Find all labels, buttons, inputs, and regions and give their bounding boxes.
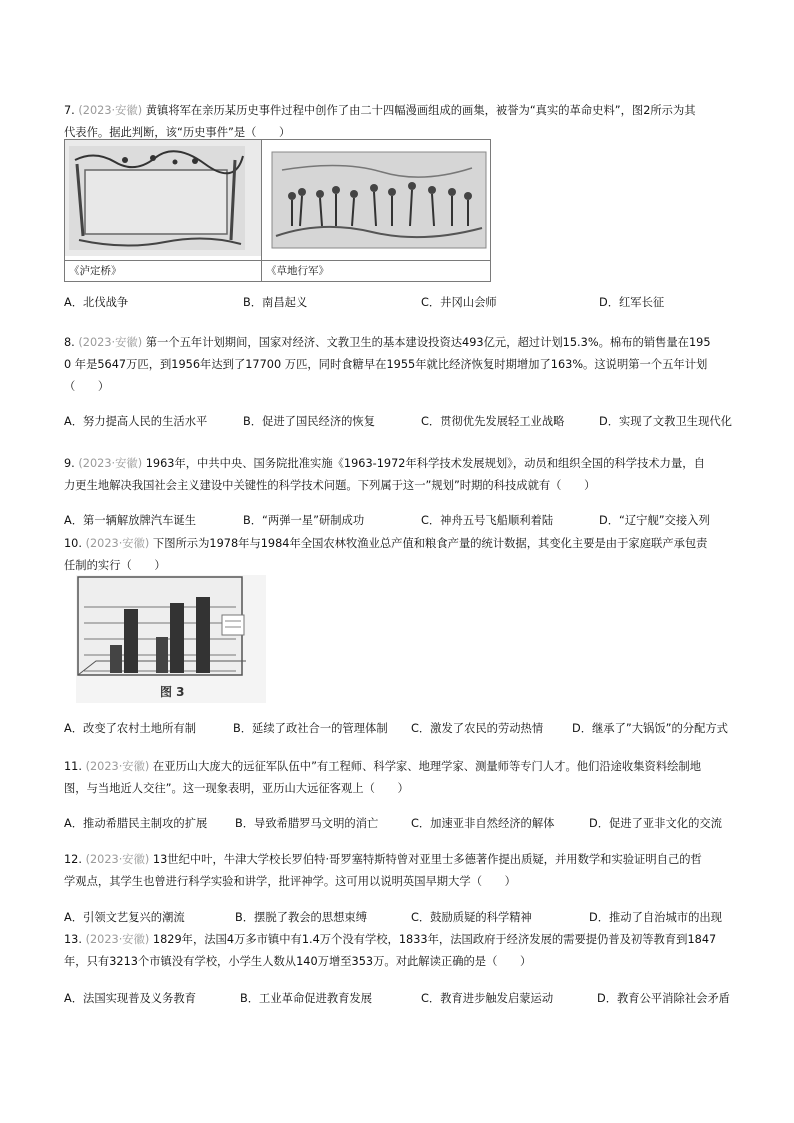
question-source: (2023·安徽)	[85, 537, 150, 550]
option-a[interactable]: A．引领文艺复兴的潮流	[64, 911, 185, 924]
question-source: (2023·安徽)	[85, 933, 150, 946]
question-9	[64, 453, 744, 497]
figure-caption: 图 3	[160, 685, 185, 699]
option-b[interactable]: B．南昌起义	[243, 296, 308, 309]
question-13	[64, 929, 744, 973]
question-7	[64, 100, 744, 144]
question-text-line: 代表作。据此判断，该“历史事件”是（ ）	[64, 126, 291, 139]
options-q13	[64, 990, 764, 1010]
option-c[interactable]: C．激发了农民的劳动热情	[411, 722, 544, 735]
question-number: 7.	[64, 104, 75, 117]
question-source: (2023·安徽)	[78, 104, 143, 117]
option-b[interactable]: B．“两弹一星”研制成功	[243, 514, 365, 527]
option-d[interactable]: D．推动了自治城市的出现	[589, 911, 722, 924]
luding-bridge-painting-cell	[65, 140, 262, 261]
painting-caption: 《泸定桥》	[65, 261, 262, 282]
options-q10	[64, 720, 764, 740]
option-c[interactable]: C．神舟五号飞船顺利着陆	[421, 514, 554, 527]
question-text-line: 第一个五年计划期间，国家对经济、文教卫生的基本建设投资达493亿元，超过计划15.3%。棉布的销售量在195	[145, 336, 711, 349]
options-q7	[64, 294, 764, 314]
option-c[interactable]: C．鼓励质疑的科学精神	[411, 911, 532, 924]
question-number: 9.	[64, 457, 75, 470]
question-text-line: 13世纪中叶，牛津大学校长罗伯特·哥罗塞特斯特曾对亚里士多德著作提出质疑，并用数学和实验证明自己的哲	[152, 853, 702, 866]
question-number: 10.	[64, 537, 82, 550]
question-text-line: 0 年是5647万匹，到1956年达到了17700 万匹，同时食糖早在1955年就比经济恢复时期增加了163%。这说明第一个五年计划	[64, 358, 708, 371]
option-b[interactable]: B．促进了国民经济的恢复	[243, 415, 376, 428]
question-8	[64, 332, 744, 398]
question-text-line: 1963年，中共中央、国务院批准实施《1963-1972年科学技术发展规划》，动员和组织全国的科学技术力量，自	[145, 457, 705, 470]
question-text-line: （ ）	[64, 380, 110, 393]
question-11	[64, 756, 744, 800]
question-text-line: 任制的实行（ ）	[64, 559, 166, 572]
statistics-figure	[76, 575, 266, 703]
option-a[interactable]: A．推动希腊民主制攻的扩展	[64, 817, 208, 830]
grassland-march-painting	[262, 140, 490, 256]
question-text-line: 在亚历山大庞大的远征军队伍中”有工程师、科学家、地理学家、测量师等专门人才。他们沿途收集资料绘制地	[152, 760, 702, 773]
luding-bridge-painting	[65, 140, 261, 256]
question-number: 12.	[64, 853, 82, 866]
painting-table	[64, 139, 491, 282]
options-q12	[64, 909, 764, 929]
option-a[interactable]: A．北伐战争	[64, 296, 129, 309]
question-source: (2023·安徽)	[85, 760, 150, 773]
grassland-march-painting-cell	[262, 140, 491, 261]
option-d[interactable]: D．“辽宁舰”交接入列	[599, 514, 710, 527]
question-12	[64, 849, 744, 893]
options-q11	[64, 815, 764, 835]
question-text-line: 年，只有3213个市镇没有学校，小学生人数从140万增至353万。对此解读正确的是（ ）	[64, 955, 532, 968]
option-d[interactable]: D．继承了”大锅饭”的分配方式	[572, 722, 728, 735]
option-a[interactable]: A．第一辆解放牌汽车诞生	[64, 514, 196, 527]
option-c[interactable]: C．加速亚非自然经济的解体	[411, 817, 555, 830]
question-number: 8.	[64, 336, 75, 349]
question-source: (2023·安徽)	[78, 457, 143, 470]
option-b[interactable]: B．导致希腊罗马文明的消亡	[235, 817, 379, 830]
option-a[interactable]: A．努力提高人民的生活水平	[64, 415, 208, 428]
option-a[interactable]: A．改变了农村土地所有制	[64, 722, 196, 735]
question-text-line: 图，与当地近人交往”。这一现象表明，亚历山大远征客观上（ ）	[64, 782, 409, 795]
option-b[interactable]: B．摆脱了教会的思想束缚	[235, 911, 368, 924]
option-d[interactable]: D．实现了文教卫生现代化	[599, 415, 732, 428]
options-q8	[64, 413, 764, 433]
question-source: (2023·安徽)	[85, 853, 150, 866]
question-10	[64, 533, 744, 577]
options-q9	[64, 512, 764, 532]
question-text-line: 学观点，其学生也曾进行科学实验和讲学，批评神学。这可用以说明英国早期大学（ ）	[64, 875, 516, 888]
painting-caption: 《草地行军》	[262, 261, 491, 282]
option-b[interactable]: B．延续了政社合一的管理体制	[233, 722, 388, 735]
question-text-line: 黄镇将军在亲历某历史事件过程中创作了由二十四幅漫画组成的画集，被誉为“真实的革命史料”，图2所示为其	[145, 104, 696, 117]
question-number: 13.	[64, 933, 82, 946]
option-b[interactable]: B．工业革命促进教育发展	[240, 992, 373, 1005]
option-d[interactable]: D．红军长征	[599, 296, 665, 309]
question-source: (2023·安徽)	[78, 336, 143, 349]
question-text-line: 1829年，法国4万多市镇中有1.4万个没有学校，1833年，法国政府于经济发展的需要提仍普及初等教育到1847	[152, 933, 717, 946]
question-text-line: 下图所示为1978年与1984年全国农林牧渔业总产值和粮食产量的统计数据，其变化主要是由于家庭联产承包责	[152, 537, 708, 550]
option-c[interactable]: C．井冈山会师	[421, 296, 497, 309]
option-d[interactable]: D．教育公平消除社会矛盾	[597, 992, 730, 1005]
question-number: 11.	[64, 760, 82, 773]
question-text-line: 力更生地解决我国社会主义建设中关键性的科学技术问题。下列属于这一”规划”时期的科技成就有（ ）	[64, 479, 596, 492]
option-d[interactable]: D．促进了亚非文化的交流	[589, 817, 722, 830]
option-c[interactable]: C．贯彻优先发展轻工业战略	[421, 415, 565, 428]
option-c[interactable]: C．教育进步触发启蒙运动	[421, 992, 554, 1005]
option-a[interactable]: A．法国实现普及义务教育	[64, 992, 196, 1005]
